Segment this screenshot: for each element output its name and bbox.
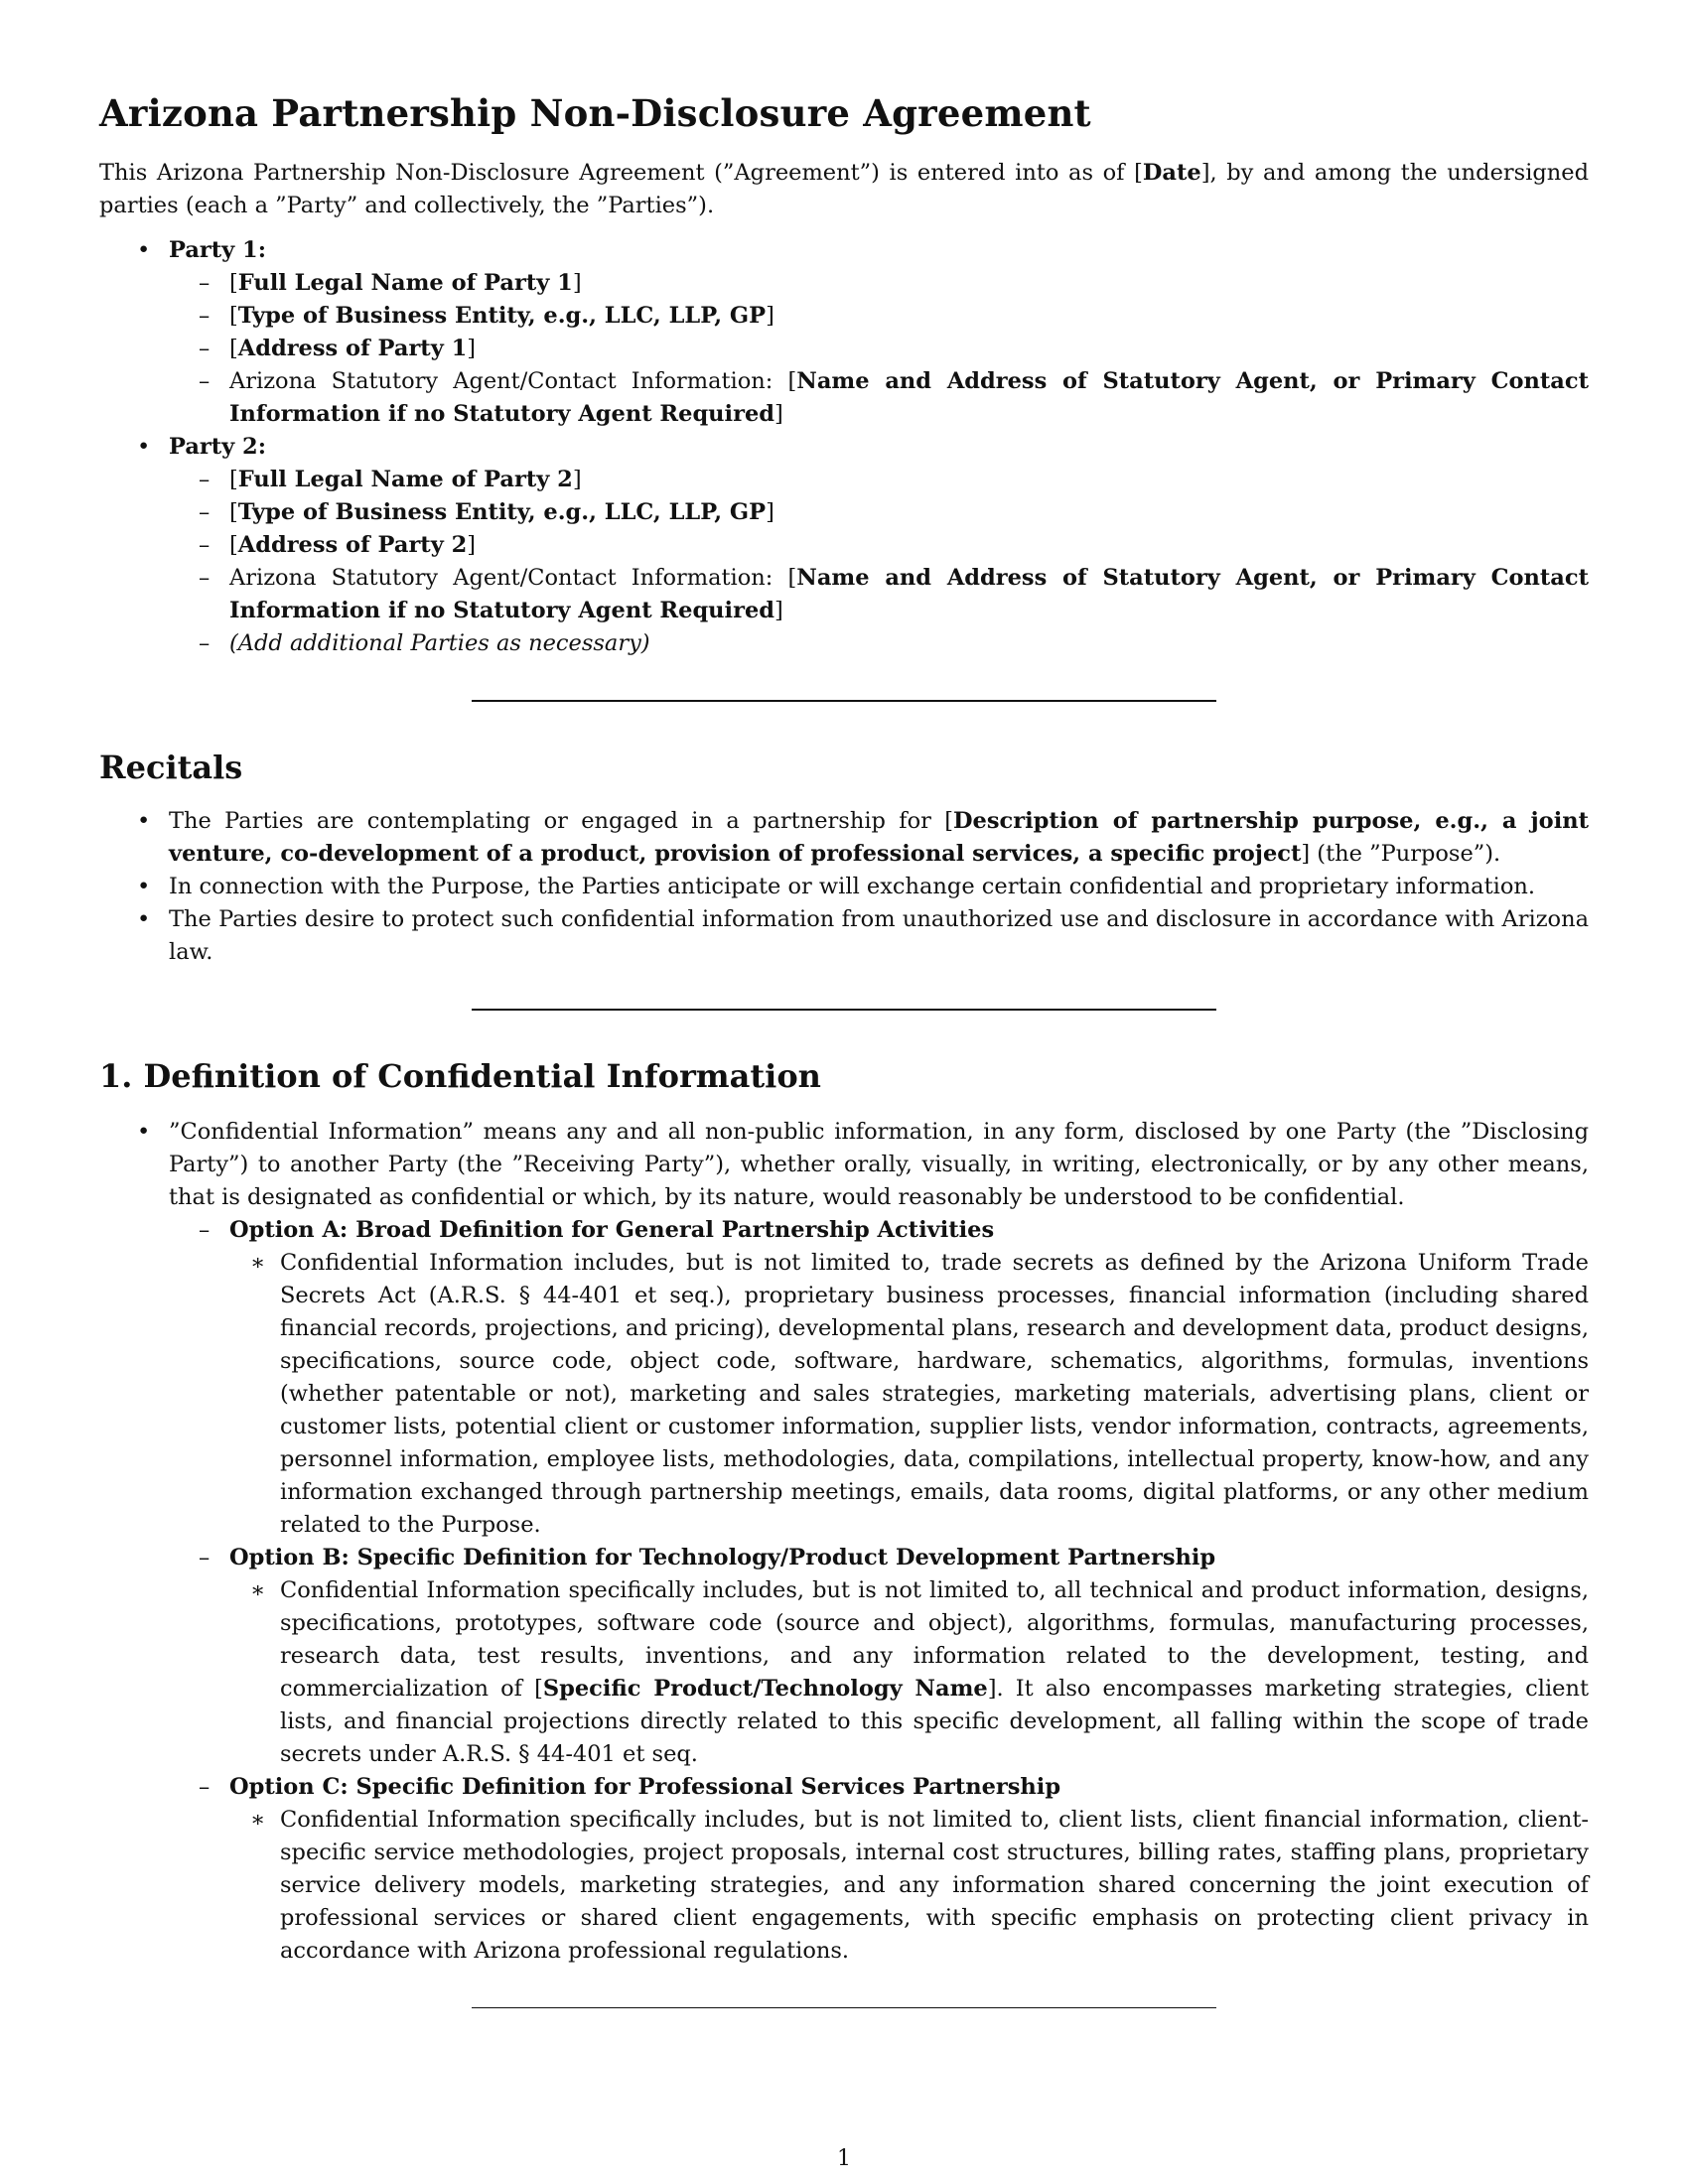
product-name-placeholder: Specific Product/Technology Name	[542, 1676, 988, 1702]
option-a-list	[229, 1247, 1589, 1542]
divider-1	[472, 700, 1216, 702]
section-1-heading: 1. Definition of Confidential Information	[99, 1057, 821, 1095]
definition-options	[169, 1214, 1589, 1968]
recital-3: • The Parties desire to protect such confidential information from unauthorized use and disclosure in accordance with Arizona law.	[99, 903, 1589, 969]
definition-text: • ”Confidential Information” means any and all non-public information, in any form, disclosed by one Party (the ”Disclosing Party”) to another Party (the ”Receiving Party”), whether orally, visually, in writing, electronically, or by any other means, that is designated as confidential or which, by its nature, would reasonably be understood to be confidential.	[169, 1119, 1589, 1210]
option-c	[99, 1771, 1589, 1968]
recitals-list	[99, 805, 1589, 969]
option-c-label: Option C: Specific Definition for Professional Services Partnership	[229, 1774, 1061, 1800]
page-number: 1	[837, 2146, 851, 2171]
party-1-address: – [Address of Party 1]	[99, 333, 1589, 365]
option-c-list	[229, 1804, 1589, 1968]
date-placeholder: Date	[1142, 160, 1201, 186]
recital-2: • In connection with the Purpose, the Parties anticipate or will exchange certain confidential and proprietary information.	[99, 871, 1589, 903]
intro-text-end: ], by and among the undersigned parties (each a ”Party” and collectively, the ”Parties”).	[99, 160, 1590, 218]
option-b-label: Option B: Specific Definition for Technology/Product Development Partnership	[229, 1545, 1216, 1570]
parties-list	[99, 234, 1589, 660]
party-2-agent: – Arizona Statutory Agent/Contact Information: [Name and Address of Statutory Agent, or Primary Contact Information if no Statutory Agent Required]	[99, 562, 1589, 627]
definition-item	[99, 1116, 1589, 1968]
intro-paragraph	[99, 157, 1589, 222]
recitals-heading: Recitals	[99, 749, 243, 786]
additional-parties-note: – (Add additional Parties as necessary)	[99, 627, 1589, 660]
document-title: Arizona Partnership Non-Disclosure Agreement	[99, 91, 1091, 135]
party-1-type: – [Type of Business Entity, e.g., LLC, LLP, GP]	[99, 300, 1589, 333]
party-2-item	[99, 431, 1589, 660]
party-1-agent: – Arizona Statutory Agent/Contact Information: [Name and Address of Statutory Agent, or Primary Contact Information if no Statutory Agent Required]	[99, 365, 1589, 431]
party-1-item	[99, 234, 1589, 431]
recital-1: • The Parties are contemplating or engaged in a partnership for [Description of partnership purpose, e.g., a joint venture, co-development of a product, provision of professional services, a specific project] (the ”Purpose”).	[99, 805, 1589, 871]
party-2-details	[169, 464, 1589, 660]
option-a	[99, 1214, 1589, 1542]
divider-2	[472, 1009, 1216, 1011]
section-1-list	[99, 1116, 1589, 1968]
option-b-text: ∗ Confidential Information specifically includes, but is not limited to, all technical and product information, designs, specifications, prototypes, software code (source and object), algorithms, formulas, manufacturing processes, research data, test results, inventions, and any information related to the development, testing, and commercialization of [Specific Product/Technology Name]. It also encompasses marketing strategies, client lists, and financial projections directly related to this specific development, all falling within the scope of trade secrets under A.R.S. § 44-401 et seq.	[99, 1574, 1589, 1771]
party-1-label: Party 1:	[169, 237, 267, 263]
intro-text-start: This Arizona Partnership Non-Disclosure Agreement (”Agreement”) is entered into as of [	[99, 160, 1143, 186]
option-c-text: ∗ Confidential Information specifically includes, but is not limited to, client lists, client financial information, client-specific service methodologies, project proposals, internal cost structures, billing rates, staffing plans, proprietary service delivery models, marketing strategies, and any information shared concerning the joint execution of professional services or shared client engagements, with specific emphasis on protecting client privacy in accordance with Arizona professional regulations.	[99, 1804, 1589, 1968]
party-1-name: – [Full Legal Name of Party 1]	[99, 267, 1589, 300]
option-a-text: ∗ Confidential Information includes, but is not limited to, trade secrets as defined by the Arizona Uniform Trade Secrets Act (A.R.S. § 44-401 et seq.), proprietary business processes, financial information (including shared financial records, projections, and pricing), developmental plans, research and development data, product designs, specifications, source code, object code, software, hardware, schematics, algorithms, formulas, inventions (whether patentable or not), marketing and sales strategies, marketing materials, advertising plans, client or customer lists, potential client or customer information, supplier lists, vendor information, contracts, agreements, personnel information, employee lists, methodologies, data, compilations, intellectual property, know-how, and any information exchanged through partnership meetings, emails, data rooms, digital platforms, or any other medium related to the Purpose.	[99, 1247, 1589, 1542]
party-1-details	[169, 267, 1589, 431]
party-2-name: – [Full Legal Name of Party 2]	[99, 464, 1589, 496]
party-2-label: Party 2:	[169, 434, 267, 460]
party-2-type: – [Type of Business Entity, e.g., LLC, LLP, GP]	[99, 496, 1589, 529]
document-page	[99, 87, 1589, 2008]
option-b	[99, 1542, 1589, 1771]
divider-3	[472, 2007, 1216, 2008]
option-b-list	[229, 1574, 1589, 1771]
option-a-label: Option A: Broad Definition for General Partnership Activities	[229, 1217, 995, 1243]
party-2-address: – [Address of Party 2]	[99, 529, 1589, 562]
